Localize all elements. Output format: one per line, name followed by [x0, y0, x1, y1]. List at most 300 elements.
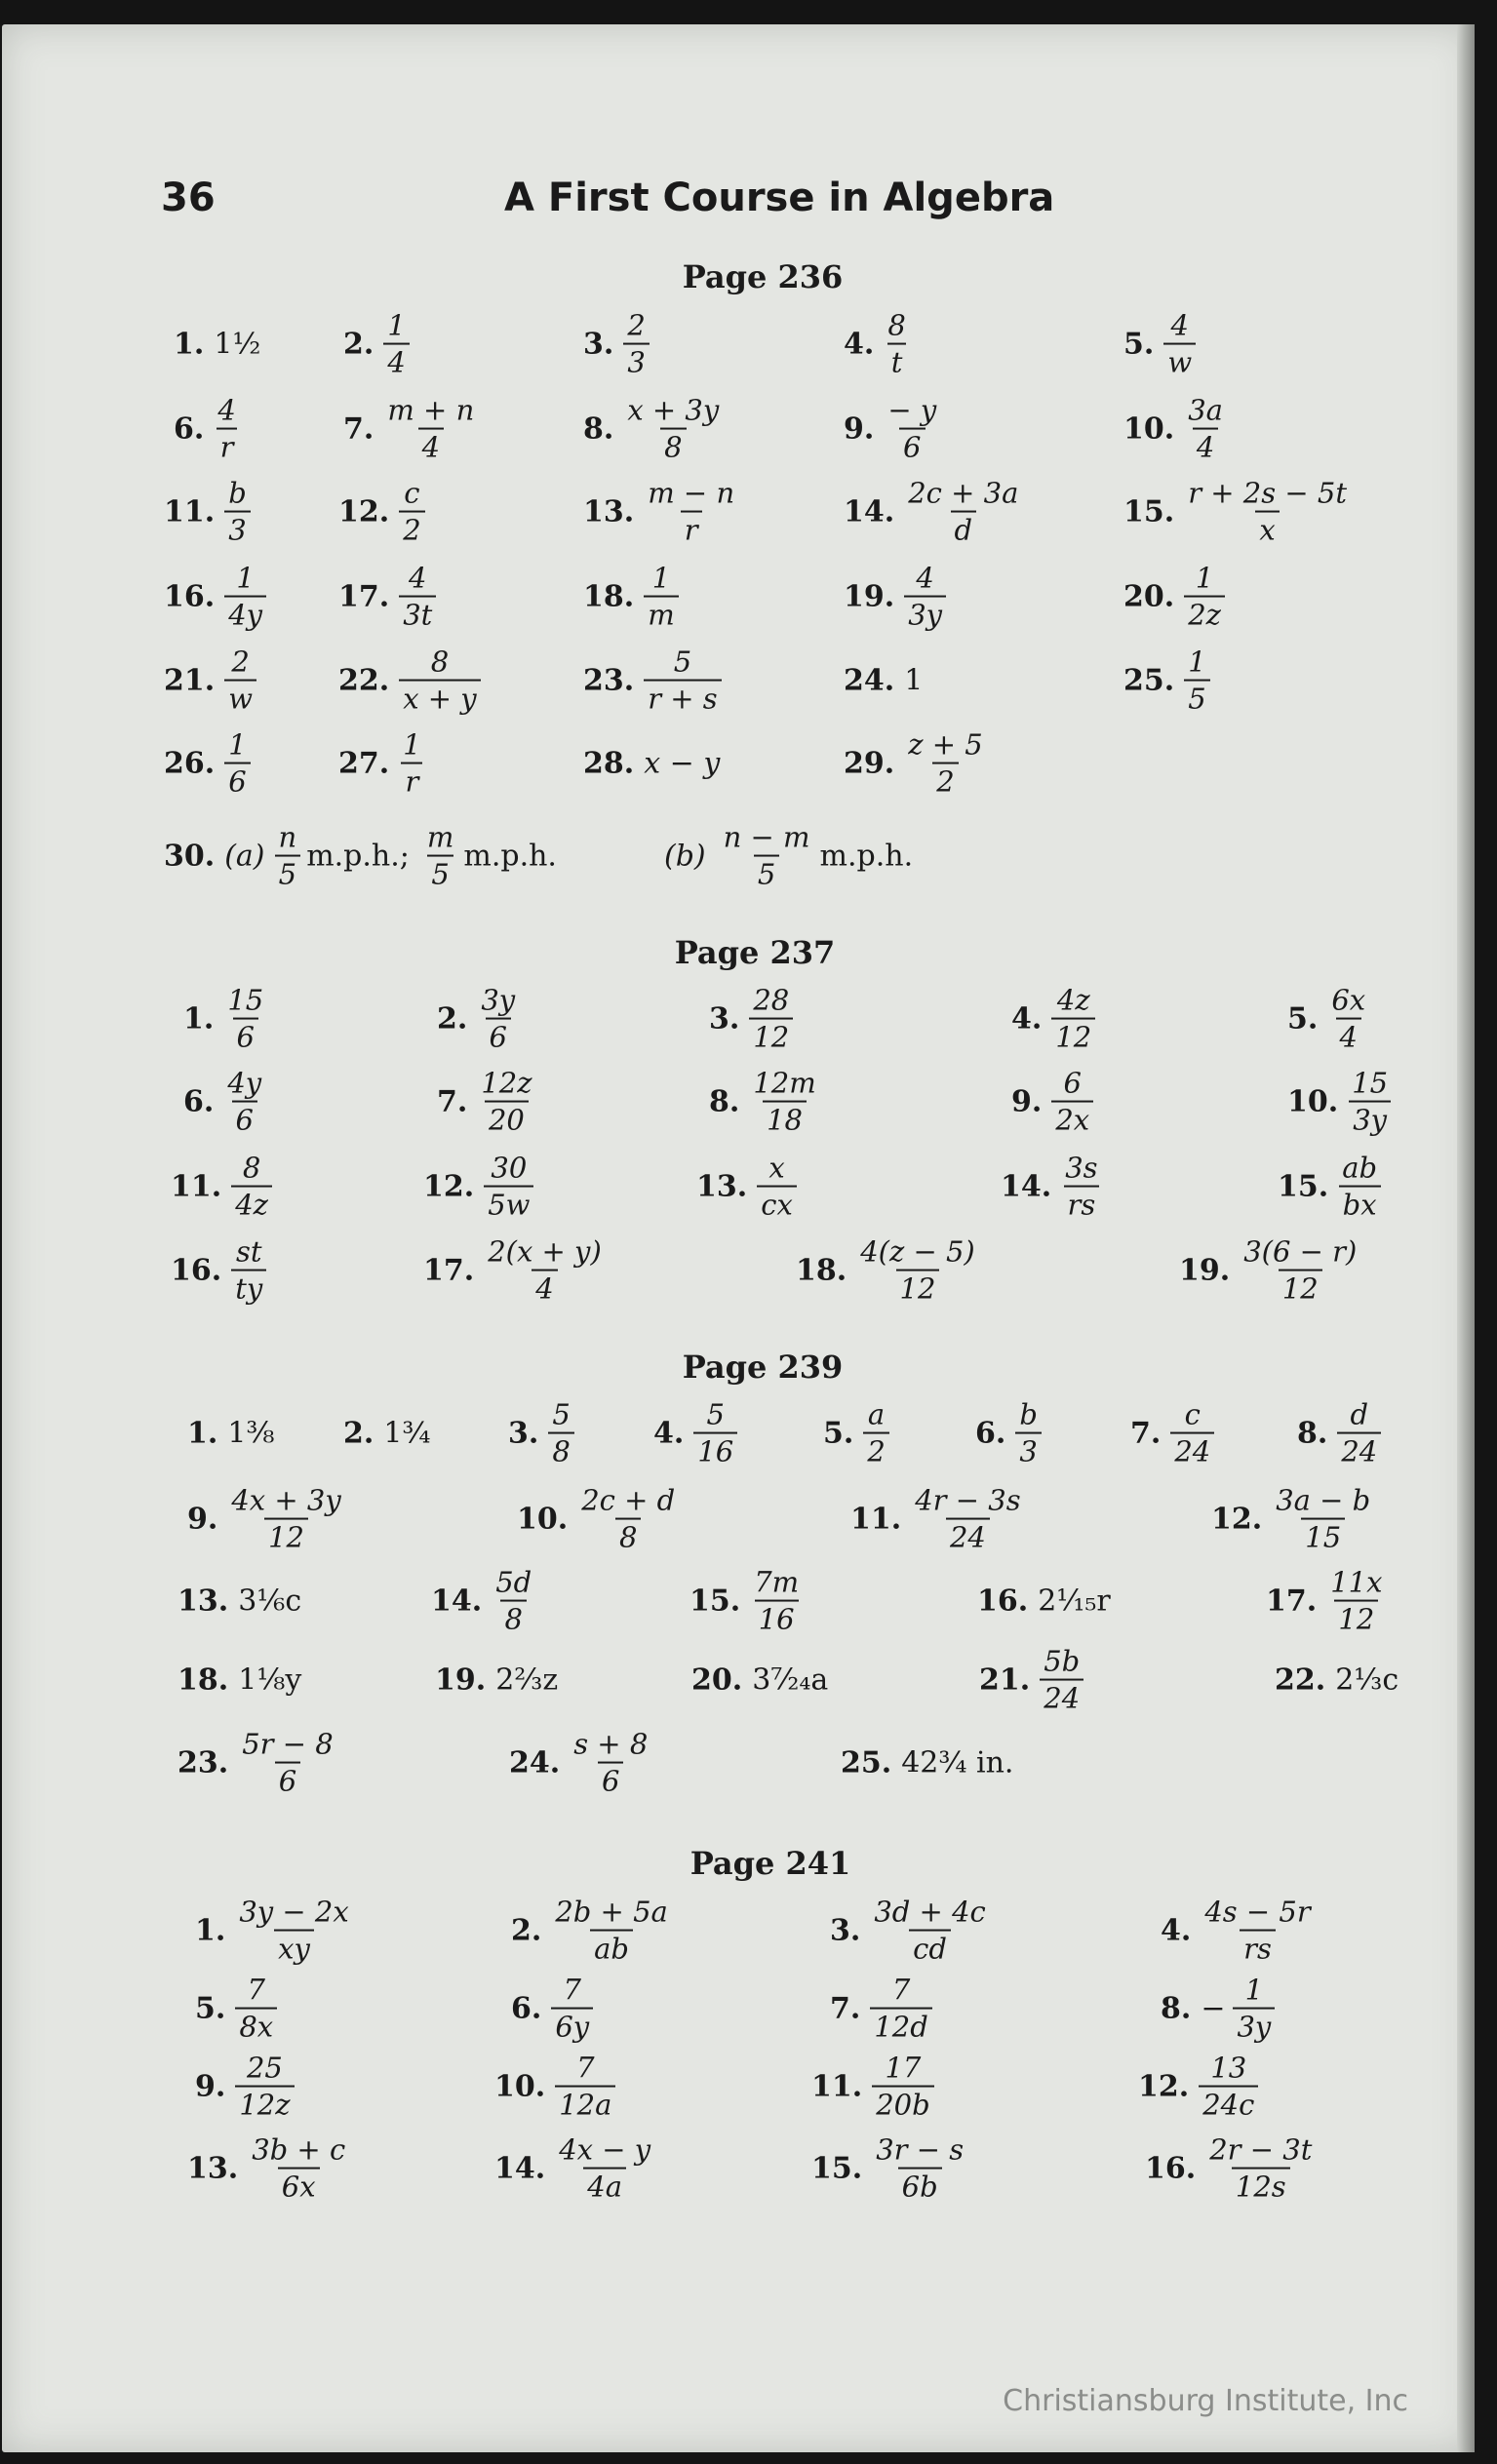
answer-number: 19.: [844, 579, 895, 614]
numerator: 3d + 4c: [874, 1895, 986, 1929]
answer-fraction: [1337, 1397, 1381, 1468]
speed-fraction: [720, 820, 814, 891]
numerator: 5: [706, 1397, 725, 1431]
numerator: 12z: [481, 1066, 532, 1100]
denominator: x: [1255, 511, 1279, 545]
numerator: 1: [1195, 561, 1214, 595]
answer-item: [343, 1417, 431, 1451]
answer-number: 3.: [709, 1001, 740, 1036]
denominator: 16: [693, 1432, 737, 1467]
answer-number: 2.: [511, 1913, 542, 1948]
page-number: 36: [161, 176, 216, 220]
answer-fraction: [693, 1397, 737, 1468]
answer-fraction: [383, 308, 409, 379]
denominator: 3y: [1233, 2008, 1275, 2042]
answer-number: 16.: [1145, 2151, 1197, 2186]
numerator: a: [867, 1397, 886, 1431]
answer-number: 23.: [583, 663, 635, 698]
answer-fraction: [224, 647, 256, 715]
answer-fraction: [1170, 1397, 1214, 1468]
numerator: 6: [1063, 1066, 1082, 1100]
answer-number: 16.: [977, 1584, 1029, 1619]
answer-number: 15.: [811, 2151, 863, 2186]
answer-item: [195, 1897, 353, 1965]
answer-fraction: [644, 476, 738, 547]
answer-item-30: [164, 820, 914, 891]
answer-fraction: [1184, 476, 1351, 547]
numerator: 8: [430, 645, 450, 679]
answer-fraction: [1348, 1066, 1392, 1137]
denominator: 4: [532, 1270, 557, 1304]
answer-number: 20.: [1123, 579, 1175, 614]
answer-item: [975, 1397, 1042, 1468]
answer-fraction: [1040, 1644, 1083, 1715]
numerator: 4: [1170, 308, 1189, 342]
numerator: 3y: [481, 983, 516, 1017]
answer-number: 13.: [583, 494, 635, 529]
answer-item: [844, 664, 923, 698]
numerator: n − m: [723, 820, 810, 854]
answer-item: [435, 1663, 558, 1698]
denominator: 5: [1184, 680, 1209, 714]
numerator: 12m: [753, 1066, 816, 1100]
answer-fraction: [1163, 308, 1196, 379]
answer-fraction: [399, 561, 436, 632]
answer-fraction: [870, 1975, 931, 2043]
denominator: 3y: [1349, 1101, 1391, 1135]
numerator: 3a − b: [1276, 1483, 1371, 1517]
numerator: 4(z − 5): [860, 1234, 975, 1269]
answer-item: [187, 1483, 345, 1554]
answer-number: 6.: [183, 1084, 215, 1119]
answer-number: 13.: [696, 1169, 748, 1204]
numerator: 2r − 3t: [1209, 2132, 1313, 2167]
numerator: 4: [409, 561, 427, 595]
denominator: 3t: [399, 596, 436, 630]
numerator: 1: [1244, 1973, 1264, 2007]
answer-item: [1161, 1975, 1275, 2043]
numerator: 4x + 3y: [231, 1483, 341, 1517]
denominator: 8x: [235, 2008, 277, 2042]
denominator: 12a: [555, 2086, 615, 2120]
answer-number: 13.: [177, 1584, 229, 1619]
denominator: 6: [232, 1101, 257, 1135]
answer-number: 23.: [177, 1745, 229, 1780]
answer-item: [164, 476, 251, 547]
answer-value: 1¾: [383, 1416, 431, 1451]
answer-value: 3⁷⁄₂₄a: [752, 1662, 829, 1698]
answer-item: [338, 476, 425, 547]
numerator: c: [404, 476, 420, 510]
answer-number: 9.: [844, 411, 875, 447]
denominator: 12: [749, 1018, 793, 1052]
denominator: 2z: [1184, 596, 1225, 630]
answer-number: 1.: [195, 1913, 226, 1948]
numerator: 1: [236, 561, 255, 595]
answer-number: 5.: [823, 1416, 854, 1451]
numerator: 17: [885, 2051, 922, 2085]
answer-fraction: [223, 983, 267, 1054]
answer-item: [583, 561, 679, 632]
answer-number: 27.: [338, 746, 390, 781]
answer-number: 9.: [187, 1502, 218, 1537]
numerator: 2c + 3a: [908, 476, 1019, 510]
minus-sign: −: [1201, 1991, 1226, 2026]
answer-fraction: [623, 393, 723, 464]
answer-number: 6.: [511, 1991, 542, 2026]
answer-fraction: [492, 1565, 535, 1636]
answer-item: [1287, 983, 1369, 1054]
answer-number: 3.: [830, 1913, 861, 1948]
numerator: 4r − 3s: [915, 1483, 1021, 1517]
answer-fraction: [644, 647, 721, 715]
answer-number: 17.: [1266, 1584, 1318, 1619]
numerator: s + 8: [573, 1727, 649, 1761]
numerator: 1: [403, 727, 421, 762]
answer-number: 4.: [1161, 1913, 1192, 1948]
answer-fraction: [1015, 1397, 1042, 1468]
answer-item: [1130, 1397, 1214, 1468]
answer-item: [511, 1897, 672, 1965]
answer-fraction: [224, 727, 250, 799]
answer-number: 11.: [171, 1169, 222, 1204]
answer-fraction: [1205, 2132, 1316, 2204]
answer-number: 18.: [583, 579, 635, 614]
denominator: 4: [383, 343, 409, 377]
answer-number: 3.: [508, 1416, 539, 1451]
numerator: 7: [891, 1973, 911, 2007]
denominator: 5: [427, 855, 453, 889]
denominator: 6: [233, 1018, 258, 1052]
numerator: x: [768, 1151, 785, 1185]
denominator: 3: [623, 343, 649, 377]
numerator: 1: [228, 727, 247, 762]
answer-number: 21.: [979, 1662, 1031, 1698]
answer-item: [830, 1975, 932, 2043]
numerator: 28: [753, 983, 790, 1017]
numerator: ab: [1342, 1151, 1378, 1185]
numerator: 25: [246, 2051, 283, 2085]
numerator: 15: [227, 983, 264, 1017]
answer-fraction: [644, 561, 679, 632]
denominator: 12z: [235, 2086, 294, 2120]
part-a-label: (a): [224, 839, 265, 874]
denominator: 6b: [898, 2168, 942, 2202]
denominator: x + y: [399, 680, 480, 714]
answer-item: [164, 727, 251, 799]
answer-number: 12.: [338, 494, 390, 529]
answer-number: 12.: [1211, 1502, 1263, 1537]
section-heading: Page 239: [682, 1349, 844, 1386]
answer-item: [1123, 393, 1227, 464]
denominator: 8: [548, 1432, 573, 1467]
numerator: 1: [651, 561, 671, 595]
answer-value: x − y: [644, 746, 721, 781]
answer-item: [1179, 1234, 1360, 1306]
denominator: r: [217, 428, 238, 462]
answer-item: [1011, 1066, 1093, 1137]
answer-number: 14.: [844, 494, 895, 529]
answer-item: [164, 561, 266, 632]
answer-item: [823, 1397, 889, 1468]
denominator: t: [887, 343, 907, 377]
answer-item: [177, 1663, 301, 1698]
numerator: 5r − 8: [242, 1727, 334, 1761]
answer-number: 17.: [338, 579, 390, 614]
denominator: 3y: [904, 596, 946, 630]
answer-number: 19.: [1179, 1253, 1231, 1288]
answer-fraction: [1061, 1151, 1101, 1222]
answer-fraction: [872, 2132, 967, 2204]
answer-item: [494, 2132, 654, 2204]
answer-number: 4.: [844, 327, 875, 362]
numerator: 2: [231, 645, 250, 679]
denominator: w: [1163, 343, 1196, 377]
answer-item: [1123, 561, 1225, 632]
numerator: 2: [627, 308, 646, 342]
answer-fraction: [399, 476, 424, 547]
answer-number: 14.: [1001, 1169, 1052, 1204]
answer-fraction: [235, 1975, 277, 2043]
answer-item: [583, 747, 720, 781]
denominator: 15: [1301, 1518, 1345, 1552]
answer-fraction: [238, 1727, 337, 1798]
denominator: d: [951, 511, 977, 545]
answer-number: 28.: [583, 746, 635, 781]
answer-item: [653, 1397, 737, 1468]
numerator: 7m: [754, 1565, 800, 1599]
answer-item: [583, 393, 723, 464]
answer-item: [811, 2053, 934, 2121]
answer-item: [177, 1584, 301, 1619]
answer-fraction: [1051, 983, 1095, 1054]
answer-item: [1001, 1151, 1102, 1222]
answer-item: [174, 328, 261, 362]
denominator: 2: [932, 763, 958, 797]
answer-number: 19.: [435, 1662, 487, 1698]
answer-item: [1278, 1151, 1381, 1222]
answer-item: [1161, 1897, 1315, 1965]
answer-item: [437, 983, 519, 1054]
answer-fraction: [551, 1897, 672, 1965]
denominator: 4z: [231, 1186, 272, 1220]
answer-fraction: [231, 1234, 266, 1306]
answer-item: [511, 1975, 593, 2043]
answer-number: 9.: [195, 2069, 226, 2104]
answer-fraction: [477, 1066, 535, 1137]
denominator: 6y: [551, 2008, 593, 2042]
answer-item: [844, 393, 940, 464]
denominator: r + s: [644, 680, 721, 714]
denominator: 16: [755, 1600, 799, 1634]
answer-number: 29.: [844, 746, 895, 781]
answer-number: 1.: [174, 327, 205, 362]
answer-item: [171, 1151, 272, 1222]
answer-fraction: [399, 647, 480, 715]
answer-item: [338, 561, 436, 632]
denominator: 12: [896, 1270, 940, 1304]
denominator: 12: [1279, 1270, 1322, 1304]
denominator: 4: [1193, 428, 1218, 462]
answer-number: 1.: [183, 1001, 215, 1036]
answer-number: 8.: [1297, 1416, 1328, 1451]
answer-item: [338, 647, 481, 715]
answer-item: [195, 2053, 295, 2121]
answer-fraction: [863, 1397, 888, 1468]
numerator: 7: [247, 1973, 265, 2007]
answer-number: 9.: [1011, 1084, 1043, 1119]
numerator: 1: [1188, 645, 1206, 679]
answer-item: [437, 1066, 536, 1137]
answer-number: 6.: [975, 1416, 1006, 1451]
answer-item: [977, 1584, 1111, 1619]
numerator: 3(6 − r): [1243, 1234, 1358, 1269]
answer-item: [830, 1897, 990, 1965]
answer-item: [1297, 1397, 1381, 1468]
denominator: 12s: [1232, 2168, 1290, 2202]
answer-item: [844, 476, 1022, 547]
answer-number: 5.: [1287, 1001, 1319, 1036]
answer-fraction: [1199, 2053, 1258, 2121]
answer-number: 18.: [177, 1662, 229, 1698]
answer-item: [177, 1727, 337, 1798]
answer-fraction: [872, 2053, 933, 2121]
answer-number: 4.: [1011, 1001, 1043, 1036]
denominator: rs: [1064, 1186, 1100, 1220]
answer-number: 14.: [494, 2151, 546, 2186]
answer-item: [1123, 308, 1196, 379]
numerator: 3a: [1188, 393, 1223, 427]
answer-value: 3⅙c: [238, 1584, 302, 1619]
answer-number: 8.: [1161, 1991, 1192, 2026]
answer-item: [509, 1727, 651, 1798]
numerator: 6x: [1331, 983, 1366, 1017]
answer-fraction: [1184, 393, 1227, 464]
denominator: 20: [485, 1101, 529, 1135]
answer-fraction: [1327, 983, 1369, 1054]
answer-item: [1123, 476, 1351, 547]
answer-number: 11.: [164, 494, 216, 529]
section-heading: Page 236: [682, 258, 844, 295]
numerator: 7: [563, 1973, 581, 2007]
answer-number: 26.: [164, 746, 216, 781]
denominator: 5: [275, 855, 300, 889]
answer-value: 2⅓c: [1335, 1662, 1399, 1698]
book-page: [2, 24, 1475, 2452]
answer-fraction: [227, 1483, 344, 1554]
answer-item: [183, 1066, 265, 1137]
answer-item: [796, 1234, 979, 1306]
speed-fraction: [275, 820, 301, 891]
denominator: ty: [231, 1270, 266, 1304]
answer-item: [1138, 2053, 1258, 2121]
numerator: b: [1019, 1397, 1038, 1431]
answer-number: 2.: [343, 327, 374, 362]
denominator: 8: [660, 428, 686, 462]
denominator: 6: [598, 1762, 623, 1796]
denominator: bx: [1339, 1186, 1381, 1220]
numerator: z + 5: [908, 727, 983, 762]
numerator: 30: [491, 1151, 528, 1185]
answer-value: 1⅛y: [238, 1662, 302, 1698]
answer-number: 13.: [187, 2151, 239, 2186]
answer-value: 1⅜: [227, 1416, 275, 1451]
answer-fraction: [1240, 1234, 1360, 1306]
answer-item: [423, 1151, 533, 1222]
denominator: 6: [275, 1762, 300, 1796]
answer-item: [187, 1417, 275, 1451]
numerator: 4z: [1056, 983, 1090, 1017]
answer-item: [691, 1663, 828, 1698]
answer-item: [195, 1975, 277, 2043]
answer-item: [171, 1234, 266, 1306]
numerator: 3s: [1065, 1151, 1098, 1185]
answer-item: [811, 2132, 967, 2204]
answer-number: 16.: [171, 1253, 222, 1288]
numerator: r + 2s − 5t: [1188, 476, 1347, 510]
denominator: r: [401, 763, 422, 797]
numerator: 3b + c: [252, 2132, 346, 2167]
answer-item: [1145, 2132, 1316, 2204]
answer-fraction: [750, 1565, 803, 1636]
page-title: A First Course in Algebra: [504, 176, 1055, 220]
answer-fraction: [749, 1066, 819, 1137]
answer-item: [187, 2132, 349, 2204]
answer-fraction: [224, 476, 251, 547]
answer-number: 15.: [1123, 494, 1175, 529]
answer-fraction: [904, 727, 986, 799]
answer-item: [164, 647, 256, 715]
answer-number: 11.: [850, 1502, 902, 1537]
denominator: 12d: [870, 2008, 931, 2042]
denominator: 12: [1334, 1600, 1378, 1634]
numerator: 8: [887, 308, 906, 342]
answer-item: [844, 308, 910, 379]
answer-number: 30.: [164, 839, 216, 874]
answer-number: 12.: [423, 1169, 475, 1204]
section-heading: Page 241: [689, 1845, 851, 1882]
numerator: 3y − 2x: [239, 1895, 349, 1929]
numerator: d: [1350, 1397, 1369, 1431]
answer-fraction: [1184, 561, 1225, 632]
answer-fraction: [235, 1897, 352, 1965]
denominator: 4: [418, 428, 444, 462]
denominator: 24c: [1199, 2086, 1258, 2120]
numerator: 5d: [495, 1565, 532, 1599]
answer-item: [174, 393, 240, 464]
answer-item: [1123, 647, 1210, 715]
answer-fraction: [1201, 1897, 1314, 1965]
page-spine-shadow: [1457, 24, 1475, 2452]
denominator: 4y: [224, 596, 266, 630]
watermark: Christiansburg Institute, Inc: [1003, 2384, 1408, 2418]
answer-number: 10.: [1123, 411, 1175, 447]
answer-number: 10.: [494, 2069, 546, 2104]
answer-fraction: [577, 1483, 679, 1554]
answer-number: 14.: [431, 1584, 483, 1619]
answer-item: [689, 1565, 803, 1636]
numerator: 5b: [1044, 1644, 1081, 1678]
answer-fraction: [570, 1727, 651, 1798]
denominator: 4: [1336, 1018, 1361, 1052]
denominator: 24: [1337, 1432, 1381, 1467]
answer-number: 15.: [1278, 1169, 1329, 1204]
numerator: c: [1184, 1397, 1201, 1431]
denominator: 6: [486, 1018, 511, 1052]
answer-item: [343, 393, 478, 464]
answer-fraction: [248, 2132, 349, 2204]
answer-value: 1: [904, 663, 924, 698]
